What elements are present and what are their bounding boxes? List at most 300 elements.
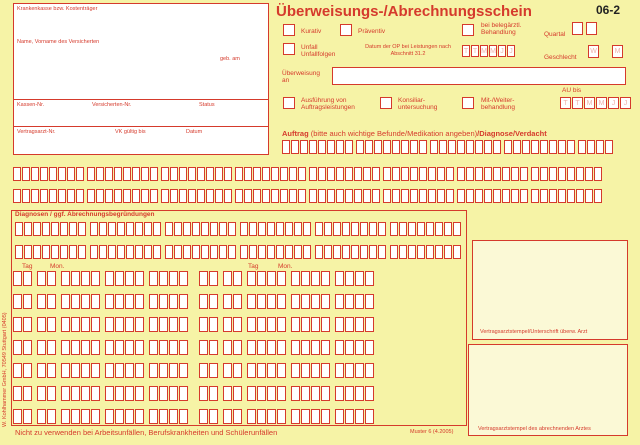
grid-cell[interactable]: [199, 317, 208, 332]
input-cell[interactable]: [360, 245, 368, 259]
input-cell[interactable]: [318, 167, 326, 181]
input-cell[interactable]: [262, 189, 270, 203]
input-cell[interactable]: [224, 167, 232, 181]
grid-cell[interactable]: [91, 294, 100, 309]
grid-cell[interactable]: [61, 294, 70, 309]
grid-cell[interactable]: [257, 363, 266, 378]
grid-cell[interactable]: [179, 271, 188, 286]
grid-cell[interactable]: [47, 363, 56, 378]
input-cell[interactable]: [123, 167, 131, 181]
input-cell[interactable]: [15, 245, 23, 259]
input-cell[interactable]: [457, 189, 465, 203]
input-cell[interactable]: [475, 167, 483, 181]
input-cell[interactable]: [426, 222, 434, 236]
input-cell[interactable]: [228, 245, 236, 259]
input-cell[interactable]: [502, 189, 510, 203]
grid-cell[interactable]: [321, 409, 330, 424]
input-cell[interactable]: [153, 245, 161, 259]
grid-cell[interactable]: [37, 386, 46, 401]
grid-cell[interactable]: [291, 386, 300, 401]
grid-cell[interactable]: [115, 340, 124, 355]
grid-cell[interactable]: [223, 294, 232, 309]
grid-cell[interactable]: [345, 340, 354, 355]
input-cell[interactable]: [378, 222, 386, 236]
input-cell[interactable]: [437, 167, 445, 181]
input-cell[interactable]: [215, 167, 223, 181]
grid-cell[interactable]: [13, 271, 22, 286]
grid-cell[interactable]: [47, 340, 56, 355]
grid-cell[interactable]: [179, 317, 188, 332]
input-cell[interactable]: [99, 222, 107, 236]
grid-cell[interactable]: [47, 271, 56, 286]
input-cell[interactable]: [40, 167, 48, 181]
grid-cell[interactable]: [335, 271, 344, 286]
date-cell[interactable]: J: [498, 45, 506, 57]
input-cell[interactable]: [401, 189, 409, 203]
grid-cell[interactable]: [179, 294, 188, 309]
input-cell[interactable]: [300, 140, 308, 154]
input-cell[interactable]: [336, 189, 344, 203]
input-cell[interactable]: [309, 140, 317, 154]
input-cell[interactable]: [417, 222, 425, 236]
grid-cell[interactable]: [311, 294, 320, 309]
input-cell[interactable]: [280, 167, 288, 181]
input-cell[interactable]: [448, 140, 456, 154]
input-cell[interactable]: [435, 245, 443, 259]
input-cell[interactable]: [315, 245, 323, 259]
m-box[interactable]: M: [612, 45, 623, 58]
input-cell[interactable]: [165, 245, 173, 259]
input-cell[interactable]: [58, 167, 66, 181]
input-cell[interactable]: [76, 167, 84, 181]
grid-cell[interactable]: [61, 409, 70, 424]
grid-cell[interactable]: [277, 340, 286, 355]
grid-cell[interactable]: [61, 340, 70, 355]
input-cell[interactable]: [549, 189, 557, 203]
grid-cell[interactable]: [159, 386, 168, 401]
op-datum-cells[interactable]: [462, 45, 516, 57]
input-cell[interactable]: [318, 189, 326, 203]
input-cell[interactable]: [69, 245, 77, 259]
grid-cell[interactable]: [47, 294, 56, 309]
grid-cell[interactable]: [233, 386, 242, 401]
input-cell[interactable]: [235, 189, 243, 203]
grid-cell[interactable]: [149, 409, 158, 424]
grid-cell[interactable]: [267, 363, 276, 378]
grid-cell[interactable]: [345, 317, 354, 332]
input-cell[interactable]: [126, 245, 134, 259]
input-cell[interactable]: [303, 245, 311, 259]
grid-cell[interactable]: [321, 340, 330, 355]
grid-cell[interactable]: [91, 317, 100, 332]
input-cell[interactable]: [435, 222, 443, 236]
grid-cell[interactable]: [115, 294, 124, 309]
grid-cell[interactable]: [291, 409, 300, 424]
input-cell[interactable]: [285, 222, 293, 236]
grid-cell[interactable]: [23, 317, 32, 332]
input-cell[interactable]: [345, 189, 353, 203]
input-cell[interactable]: [262, 167, 270, 181]
input-cell[interactable]: [605, 140, 613, 154]
input-cell[interactable]: [276, 245, 284, 259]
grid-cell[interactable]: [105, 340, 114, 355]
input-cell[interactable]: [174, 222, 182, 236]
grid-cell[interactable]: [355, 363, 364, 378]
input-cell[interactable]: [188, 167, 196, 181]
input-cell[interactable]: [585, 167, 593, 181]
input-cell[interactable]: [531, 189, 539, 203]
input-cell[interactable]: [567, 189, 575, 203]
grid-cell[interactable]: [135, 363, 144, 378]
input-cell[interactable]: [419, 189, 427, 203]
input-cell[interactable]: [235, 167, 243, 181]
input-cell[interactable]: [466, 189, 474, 203]
grid-cell[interactable]: [169, 271, 178, 286]
input-cell[interactable]: [188, 189, 196, 203]
input-cell[interactable]: [327, 167, 335, 181]
grid-cell[interactable]: [169, 294, 178, 309]
grid-cell[interactable]: [257, 294, 266, 309]
grid-cell[interactable]: [209, 340, 218, 355]
input-cell[interactable]: [15, 222, 23, 236]
input-cell[interactable]: [408, 222, 416, 236]
grid-cell[interactable]: [179, 409, 188, 424]
input-cell[interactable]: [153, 222, 161, 236]
input-cell[interactable]: [493, 189, 501, 203]
input-cell[interactable]: [228, 222, 236, 236]
grid-cell[interactable]: [179, 363, 188, 378]
grid-cell[interactable]: [159, 409, 168, 424]
grid-cell[interactable]: [179, 386, 188, 401]
grid-cell[interactable]: [365, 363, 374, 378]
grid-cell[interactable]: [71, 294, 80, 309]
grid-cell[interactable]: [311, 340, 320, 355]
input-cell[interactable]: [135, 222, 143, 236]
grid-cell[interactable]: [277, 409, 286, 424]
input-cell[interactable]: [576, 189, 584, 203]
ausfuehrung-checkbox[interactable]: [283, 97, 295, 109]
grid-cell[interactable]: [81, 271, 90, 286]
grid-cell[interactable]: [199, 340, 208, 355]
input-cell[interactable]: [327, 140, 335, 154]
input-cell[interactable]: [108, 245, 116, 259]
grid-cell[interactable]: [105, 363, 114, 378]
input-cell[interactable]: [117, 245, 125, 259]
input-cell[interactable]: [267, 222, 275, 236]
grid-cell[interactable]: [355, 340, 364, 355]
grid-cell[interactable]: [23, 271, 32, 286]
input-cell[interactable]: [392, 140, 400, 154]
grid-cell[interactable]: [301, 363, 310, 378]
input-cell[interactable]: [78, 222, 86, 236]
grid-cell[interactable]: [81, 409, 90, 424]
input-cell[interactable]: [315, 222, 323, 236]
grid-cell[interactable]: [365, 340, 374, 355]
grid-cell[interactable]: [233, 271, 242, 286]
input-cell[interactable]: [594, 167, 602, 181]
grid-cell[interactable]: [335, 340, 344, 355]
grid-cell[interactable]: [311, 386, 320, 401]
grid-cell[interactable]: [277, 363, 286, 378]
grid-cell[interactable]: [47, 386, 56, 401]
date-cell[interactable]: J: [608, 97, 619, 109]
input-cell[interactable]: [161, 167, 169, 181]
beleg-checkbox[interactable]: [462, 24, 474, 36]
grid-cell[interactable]: [267, 340, 276, 355]
grid-cell[interactable]: [257, 409, 266, 424]
grid-cell[interactable]: [355, 409, 364, 424]
input-cell[interactable]: [298, 189, 306, 203]
grid-cell[interactable]: [149, 271, 158, 286]
grid-cell[interactable]: [135, 386, 144, 401]
grid-cell[interactable]: [301, 271, 310, 286]
grid-cell[interactable]: [257, 317, 266, 332]
input-cell[interactable]: [132, 189, 140, 203]
input-cell[interactable]: [342, 245, 350, 259]
input-cell[interactable]: [493, 167, 501, 181]
input-cell[interactable]: [280, 189, 288, 203]
input-cell[interactable]: [502, 167, 510, 181]
input-cell[interactable]: [369, 222, 377, 236]
input-cell[interactable]: [192, 222, 200, 236]
input-cell[interactable]: [141, 189, 149, 203]
input-cell[interactable]: [558, 167, 566, 181]
input-cell[interactable]: [354, 167, 362, 181]
input-cell[interactable]: [179, 167, 187, 181]
input-cell[interactable]: [484, 189, 492, 203]
date-cell[interactable]: T: [462, 45, 470, 57]
input-cell[interactable]: [439, 140, 447, 154]
input-cell[interactable]: [99, 245, 107, 259]
grid-cell[interactable]: [149, 294, 158, 309]
input-cell[interactable]: [144, 222, 152, 236]
input-cell[interactable]: [324, 222, 332, 236]
input-cell[interactable]: [51, 222, 59, 236]
input-cell[interactable]: [206, 189, 214, 203]
input-cell[interactable]: [219, 245, 227, 259]
grid-cell[interactable]: [13, 409, 22, 424]
grid-cell[interactable]: [23, 294, 32, 309]
input-cell[interactable]: [258, 222, 266, 236]
input-cell[interactable]: [165, 222, 173, 236]
grid-cell[interactable]: [105, 271, 114, 286]
input-cell[interactable]: [87, 167, 95, 181]
grid-cell[interactable]: [125, 409, 134, 424]
input-cell[interactable]: [276, 222, 284, 236]
input-cell[interactable]: [210, 222, 218, 236]
input-cell[interactable]: [430, 140, 438, 154]
input-cell[interactable]: [76, 189, 84, 203]
grid-cell[interactable]: [335, 409, 344, 424]
grid-cell[interactable]: [125, 340, 134, 355]
input-cell[interactable]: [224, 189, 232, 203]
input-cell[interactable]: [327, 189, 335, 203]
kurativ-checkbox[interactable]: [283, 24, 295, 36]
input-cell[interactable]: [392, 189, 400, 203]
input-cell[interactable]: [114, 167, 122, 181]
grid-cell[interactable]: [159, 340, 168, 355]
input-cell[interactable]: [215, 189, 223, 203]
input-cell[interactable]: [444, 222, 452, 236]
input-cell[interactable]: [170, 189, 178, 203]
grid-cell[interactable]: [115, 409, 124, 424]
grid-cell[interactable]: [277, 294, 286, 309]
grid-cell[interactable]: [125, 271, 134, 286]
grid-cell[interactable]: [115, 317, 124, 332]
au-cells[interactable]: [560, 97, 632, 109]
input-cell[interactable]: [282, 140, 290, 154]
grid-cell[interactable]: [301, 317, 310, 332]
grid-cell[interactable]: [267, 386, 276, 401]
input-cell[interactable]: [244, 167, 252, 181]
grid-cell[interactable]: [13, 340, 22, 355]
grid-cell[interactable]: [247, 317, 256, 332]
auftrag-cells-row[interactable]: [13, 189, 605, 203]
input-cell[interactable]: [356, 140, 364, 154]
input-cell[interactable]: [31, 189, 39, 203]
grid-cell[interactable]: [365, 271, 374, 286]
auftrag-cells-row[interactable]: [13, 167, 605, 181]
input-cell[interactable]: [587, 140, 595, 154]
input-cell[interactable]: [13, 189, 21, 203]
date-cell[interactable]: J: [507, 45, 515, 57]
auftrag-cells[interactable]: [282, 140, 616, 154]
grid-cell[interactable]: [199, 386, 208, 401]
input-cell[interactable]: [294, 222, 302, 236]
input-cell[interactable]: [96, 167, 104, 181]
grid-cell[interactable]: [13, 386, 22, 401]
grid-cell[interactable]: [247, 363, 256, 378]
input-cell[interactable]: [372, 189, 380, 203]
grid-cell[interactable]: [233, 294, 242, 309]
input-cell[interactable]: [161, 189, 169, 203]
grid-cell[interactable]: [23, 409, 32, 424]
input-cell[interactable]: [240, 222, 248, 236]
input-cell[interactable]: [345, 167, 353, 181]
input-cell[interactable]: [374, 140, 382, 154]
grid-cell[interactable]: [169, 363, 178, 378]
grid-cell[interactable]: [345, 294, 354, 309]
grid-cell[interactable]: [91, 271, 100, 286]
grid-cell[interactable]: [81, 363, 90, 378]
input-cell[interactable]: [294, 245, 302, 259]
grid-cell[interactable]: [23, 363, 32, 378]
grid-cell[interactable]: [321, 294, 330, 309]
input-cell[interactable]: [383, 189, 391, 203]
input-cell[interactable]: [558, 189, 566, 203]
grid-cell[interactable]: [223, 340, 232, 355]
input-cell[interactable]: [540, 167, 548, 181]
input-cell[interactable]: [258, 245, 266, 259]
grid-cell[interactable]: [159, 317, 168, 332]
grid-cell[interactable]: [365, 386, 374, 401]
grid-cell[interactable]: [291, 363, 300, 378]
grid-cell[interactable]: [291, 271, 300, 286]
grid-cell[interactable]: [135, 340, 144, 355]
grid-cell[interactable]: [125, 317, 134, 332]
input-cell[interactable]: [522, 140, 530, 154]
input-cell[interactable]: [351, 222, 359, 236]
grid-cell[interactable]: [91, 386, 100, 401]
diagnosen-cells[interactable]: [15, 245, 465, 259]
input-cell[interactable]: [511, 167, 519, 181]
grid-cell[interactable]: [267, 317, 276, 332]
input-cell[interactable]: [453, 222, 461, 236]
grid-cell[interactable]: [169, 340, 178, 355]
grid-cell[interactable]: [71, 340, 80, 355]
grid-cell[interactable]: [81, 340, 90, 355]
grid-cell[interactable]: [223, 271, 232, 286]
grid-cell[interactable]: [159, 271, 168, 286]
input-cell[interactable]: [578, 140, 586, 154]
input-cell[interactable]: [249, 222, 257, 236]
grid-cell[interactable]: [61, 317, 70, 332]
input-cell[interactable]: [383, 167, 391, 181]
grid-cell[interactable]: [209, 363, 218, 378]
input-cell[interactable]: [201, 245, 209, 259]
grid-cell[interactable]: [247, 409, 256, 424]
input-cell[interactable]: [446, 189, 454, 203]
grid-cell[interactable]: [37, 340, 46, 355]
grid-cell[interactable]: [105, 386, 114, 401]
grid-cell[interactable]: [267, 294, 276, 309]
input-cell[interactable]: [520, 189, 528, 203]
grid-cell[interactable]: [223, 363, 232, 378]
grid-cell[interactable]: [91, 340, 100, 355]
input-cell[interactable]: [285, 245, 293, 259]
input-cell[interactable]: [457, 167, 465, 181]
input-cell[interactable]: [141, 167, 149, 181]
input-cell[interactable]: [117, 222, 125, 236]
grid-cell[interactable]: [355, 386, 364, 401]
input-cell[interactable]: [197, 189, 205, 203]
input-cell[interactable]: [466, 167, 474, 181]
date-cell[interactable]: M: [596, 97, 607, 109]
input-cell[interactable]: [271, 167, 279, 181]
input-cell[interactable]: [22, 189, 30, 203]
input-cell[interactable]: [567, 167, 575, 181]
grid-cell[interactable]: [345, 409, 354, 424]
input-cell[interactable]: [51, 245, 59, 259]
grid-cell[interactable]: [71, 271, 80, 286]
input-cell[interactable]: [67, 167, 75, 181]
grid-cell[interactable]: [365, 317, 374, 332]
grid-cell[interactable]: [233, 317, 242, 332]
input-cell[interactable]: [410, 167, 418, 181]
grid-cell[interactable]: [159, 363, 168, 378]
input-cell[interactable]: [150, 189, 158, 203]
grid-cell[interactable]: [105, 409, 114, 424]
input-cell[interactable]: [360, 222, 368, 236]
grid-cell[interactable]: [125, 294, 134, 309]
grid-cell[interactable]: [365, 409, 374, 424]
input-cell[interactable]: [399, 222, 407, 236]
grid-cell[interactable]: [209, 271, 218, 286]
input-cell[interactable]: [105, 189, 113, 203]
grid-cell[interactable]: [223, 386, 232, 401]
grid-cell[interactable]: [209, 294, 218, 309]
input-cell[interactable]: [33, 245, 41, 259]
grid-cell[interactable]: [335, 363, 344, 378]
grid-cell[interactable]: [321, 386, 330, 401]
input-cell[interactable]: [351, 245, 359, 259]
grid-cell[interactable]: [247, 340, 256, 355]
grid-cell[interactable]: [355, 271, 364, 286]
grid-cell[interactable]: [169, 386, 178, 401]
input-cell[interactable]: [42, 222, 50, 236]
input-cell[interactable]: [504, 140, 512, 154]
grid-cell[interactable]: [91, 363, 100, 378]
